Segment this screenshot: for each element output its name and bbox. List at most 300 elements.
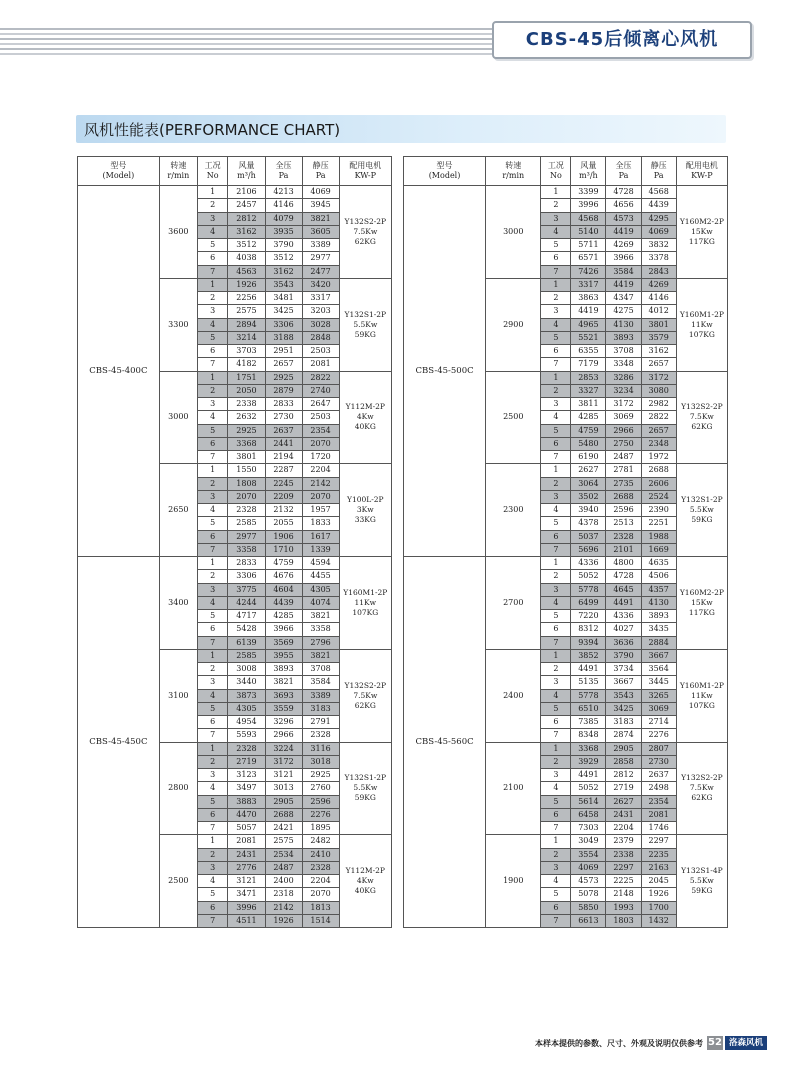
static-pressure-cell: 2884 bbox=[641, 636, 676, 649]
condition-no-cell: 4 bbox=[197, 689, 228, 702]
condition-no-cell: 2 bbox=[197, 663, 228, 676]
airflow-cell: 3008 bbox=[228, 663, 265, 676]
condition-no-cell: 2 bbox=[197, 848, 228, 861]
column-header bbox=[302, 157, 339, 186]
static-pressure-cell: 1926 bbox=[641, 888, 676, 901]
total-pressure-cell: 3636 bbox=[606, 636, 641, 649]
condition-no-cell: 6 bbox=[197, 623, 228, 636]
column-header-unit: r/min bbox=[167, 171, 190, 180]
column-header-unit: Pa bbox=[278, 171, 289, 180]
total-pressure-cell: 3693 bbox=[265, 689, 302, 702]
airflow-cell: 3317 bbox=[571, 278, 606, 291]
motor-spec-line: 59KG bbox=[354, 329, 376, 339]
condition-no-cell: 3 bbox=[197, 305, 228, 318]
column-header-unit: No bbox=[206, 171, 219, 180]
total-pressure-cell: 4419 bbox=[606, 278, 641, 291]
condition-no-cell: 2 bbox=[197, 755, 228, 768]
speed-cell: 2500 bbox=[159, 835, 197, 928]
column-header bbox=[571, 157, 606, 186]
static-pressure-cell: 2657 bbox=[641, 424, 676, 437]
column-header-unit: r/min bbox=[502, 171, 525, 180]
total-pressure-cell: 2812 bbox=[606, 769, 641, 782]
motor-spec-line: Y132S1-4P bbox=[681, 866, 723, 876]
column-header bbox=[486, 157, 541, 186]
total-pressure-cell: 3069 bbox=[606, 411, 641, 424]
static-pressure-cell: 4594 bbox=[302, 557, 339, 570]
airflow-cell: 4563 bbox=[228, 265, 265, 278]
motor-spec-line: 5.5Kw bbox=[689, 876, 714, 886]
airflow-cell: 9394 bbox=[571, 636, 606, 649]
total-pressure-cell: 4269 bbox=[606, 239, 641, 252]
condition-no-cell: 2 bbox=[197, 384, 228, 397]
condition-no-cell: 6 bbox=[541, 716, 571, 729]
airflow-cell: 7179 bbox=[571, 358, 606, 371]
total-pressure-cell: 2441 bbox=[265, 437, 302, 450]
condition-no-cell: 4 bbox=[541, 504, 571, 517]
speed-cell: 2400 bbox=[486, 649, 541, 742]
airflow-cell: 4491 bbox=[571, 663, 606, 676]
static-pressure-cell: 2390 bbox=[641, 504, 676, 517]
model-cell: CBS-45-560C bbox=[404, 557, 486, 928]
static-pressure-cell: 1833 bbox=[302, 517, 339, 530]
motor-spec-line: 62KG bbox=[354, 700, 376, 710]
static-pressure-cell: 2848 bbox=[302, 331, 339, 344]
airflow-cell: 3775 bbox=[228, 583, 265, 596]
total-pressure-cell: 3121 bbox=[265, 769, 302, 782]
static-pressure-cell: 2163 bbox=[641, 861, 676, 874]
motor-spec-line: Y160M1-2P bbox=[679, 309, 724, 319]
static-pressure-cell: 1988 bbox=[641, 530, 676, 543]
condition-no-cell: 1 bbox=[197, 464, 228, 477]
total-pressure-cell: 2905 bbox=[606, 742, 641, 755]
total-pressure-cell: 3512 bbox=[265, 252, 302, 265]
total-pressure-cell: 4759 bbox=[265, 557, 302, 570]
airflow-cell: 5052 bbox=[571, 782, 606, 795]
condition-no-cell: 4 bbox=[197, 411, 228, 424]
airflow-cell: 7303 bbox=[571, 822, 606, 835]
table-row bbox=[404, 186, 728, 199]
static-pressure-cell: 2276 bbox=[641, 729, 676, 742]
condition-no-cell: 5 bbox=[197, 702, 228, 715]
total-pressure-cell: 2575 bbox=[265, 835, 302, 848]
column-header-label: 风量 bbox=[580, 161, 597, 170]
static-pressure-cell: 4506 bbox=[641, 570, 676, 583]
airflow-cell: 2457 bbox=[228, 199, 265, 212]
column-header bbox=[541, 157, 571, 186]
airflow-cell: 2776 bbox=[228, 861, 265, 874]
static-pressure-cell: 3018 bbox=[302, 755, 339, 768]
total-pressure-cell: 2925 bbox=[265, 371, 302, 384]
airflow-cell: 4573 bbox=[571, 875, 606, 888]
condition-no-cell: 4 bbox=[197, 596, 228, 609]
total-pressure-cell: 4347 bbox=[606, 292, 641, 305]
condition-no-cell: 1 bbox=[197, 835, 228, 848]
total-pressure-cell: 2905 bbox=[265, 795, 302, 808]
total-pressure-cell: 3543 bbox=[606, 689, 641, 702]
static-pressure-cell: 2503 bbox=[302, 411, 339, 424]
airflow-cell: 5057 bbox=[228, 822, 265, 835]
airflow-cell: 3306 bbox=[228, 570, 265, 583]
speed-cell: 2100 bbox=[486, 742, 541, 835]
speed-cell: 2300 bbox=[486, 464, 541, 557]
motor-spec-line: 11Kw bbox=[354, 597, 377, 607]
static-pressure-cell: 2235 bbox=[641, 848, 676, 861]
airflow-cell: 2925 bbox=[228, 424, 265, 437]
airflow-cell: 3368 bbox=[228, 437, 265, 450]
total-pressure-cell: 1926 bbox=[265, 914, 302, 927]
motor-spec-line: Y160M1-2P bbox=[679, 680, 724, 690]
static-pressure-cell: 3069 bbox=[641, 702, 676, 715]
column-header-label: 工况 bbox=[204, 161, 221, 170]
total-pressure-cell: 1710 bbox=[265, 543, 302, 556]
total-pressure-cell: 2688 bbox=[606, 490, 641, 503]
airflow-cell: 4965 bbox=[571, 318, 606, 331]
airflow-cell: 2070 bbox=[228, 490, 265, 503]
airflow-cell: 4717 bbox=[228, 610, 265, 623]
condition-no-cell: 7 bbox=[197, 451, 228, 464]
motor-cell bbox=[676, 649, 727, 742]
condition-no-cell: 4 bbox=[541, 875, 571, 888]
static-pressure-cell: 2714 bbox=[641, 716, 676, 729]
total-pressure-cell: 4285 bbox=[265, 610, 302, 623]
airflow-cell: 1751 bbox=[228, 371, 265, 384]
static-pressure-cell: 1669 bbox=[641, 543, 676, 556]
airflow-cell: 5037 bbox=[571, 530, 606, 543]
motor-spec-line: 11Kw bbox=[691, 690, 713, 700]
total-pressure-cell: 3481 bbox=[265, 292, 302, 305]
motor-cell bbox=[676, 371, 727, 464]
header-decoration-lines bbox=[0, 28, 505, 58]
condition-no-cell: 6 bbox=[197, 716, 228, 729]
total-pressure-cell: 3955 bbox=[265, 649, 302, 662]
motor-spec-line: 7.5Kw bbox=[689, 412, 714, 422]
airflow-cell: 3368 bbox=[571, 742, 606, 755]
condition-no-cell: 4 bbox=[541, 596, 571, 609]
total-pressure-cell: 4800 bbox=[606, 557, 641, 570]
airflow-cell: 3162 bbox=[228, 225, 265, 238]
airflow-cell: 3811 bbox=[571, 398, 606, 411]
airflow-cell: 7220 bbox=[571, 610, 606, 623]
total-pressure-cell: 3188 bbox=[265, 331, 302, 344]
column-header-label: 静压 bbox=[312, 161, 329, 170]
static-pressure-cell: 2807 bbox=[641, 742, 676, 755]
airflow-cell: 5696 bbox=[571, 543, 606, 556]
total-pressure-cell: 2209 bbox=[265, 490, 302, 503]
airflow-cell: 4069 bbox=[571, 861, 606, 874]
airflow-cell: 1808 bbox=[228, 477, 265, 490]
total-pressure-cell: 2400 bbox=[265, 875, 302, 888]
static-pressure-cell: 4568 bbox=[641, 186, 676, 199]
static-pressure-cell: 3265 bbox=[641, 689, 676, 702]
total-pressure-cell: 3790 bbox=[265, 239, 302, 252]
condition-no-cell: 4 bbox=[197, 875, 228, 888]
condition-no-cell: 5 bbox=[197, 424, 228, 437]
static-pressure-cell: 2328 bbox=[302, 861, 339, 874]
condition-no-cell: 1 bbox=[541, 464, 571, 477]
speed-cell: 3000 bbox=[486, 186, 541, 279]
static-pressure-cell: 3445 bbox=[641, 676, 676, 689]
condition-no-cell: 5 bbox=[541, 702, 571, 715]
total-pressure-cell: 4419 bbox=[606, 225, 641, 238]
static-pressure-cell: 4146 bbox=[641, 292, 676, 305]
column-header bbox=[404, 157, 486, 186]
total-pressure-cell: 2730 bbox=[265, 411, 302, 424]
condition-no-cell: 3 bbox=[541, 769, 571, 782]
static-pressure-cell: 4305 bbox=[302, 583, 339, 596]
motor-spec-line: 59KG bbox=[354, 793, 376, 803]
static-pressure-cell: 4130 bbox=[641, 596, 676, 609]
total-pressure-cell: 2966 bbox=[265, 729, 302, 742]
airflow-cell: 2632 bbox=[228, 411, 265, 424]
total-pressure-cell: 2287 bbox=[265, 464, 302, 477]
condition-no-cell: 6 bbox=[541, 808, 571, 821]
airflow-cell: 3929 bbox=[571, 755, 606, 768]
condition-no-cell: 4 bbox=[197, 318, 228, 331]
static-pressure-cell: 3162 bbox=[641, 345, 676, 358]
airflow-cell: 5778 bbox=[571, 583, 606, 596]
speed-cell: 2800 bbox=[159, 742, 197, 835]
condition-no-cell: 1 bbox=[541, 835, 571, 848]
static-pressure-cell: 4357 bbox=[641, 583, 676, 596]
motor-spec-line: 62KG bbox=[691, 422, 713, 432]
speed-cell: 3000 bbox=[159, 371, 197, 464]
airflow-cell: 1926 bbox=[228, 278, 265, 291]
airflow-cell: 2894 bbox=[228, 318, 265, 331]
motor-cell bbox=[339, 649, 391, 742]
airflow-cell: 2833 bbox=[228, 557, 265, 570]
model-cell: CBS-45-450C bbox=[78, 557, 160, 928]
total-pressure-cell: 2487 bbox=[265, 861, 302, 874]
condition-no-cell: 6 bbox=[197, 345, 228, 358]
condition-no-cell: 6 bbox=[197, 901, 228, 914]
total-pressure-cell: 4146 bbox=[265, 199, 302, 212]
condition-no-cell: 6 bbox=[541, 252, 571, 265]
total-pressure-cell: 4656 bbox=[606, 199, 641, 212]
static-pressure-cell: 2354 bbox=[641, 795, 676, 808]
static-pressure-cell: 1972 bbox=[641, 451, 676, 464]
condition-no-cell: 5 bbox=[197, 610, 228, 623]
total-pressure-cell: 4336 bbox=[606, 610, 641, 623]
total-pressure-cell: 2101 bbox=[606, 543, 641, 556]
total-pressure-cell: 2204 bbox=[606, 822, 641, 835]
total-pressure-cell: 2781 bbox=[606, 464, 641, 477]
column-header-label: 全压 bbox=[615, 161, 632, 170]
static-pressure-cell: 2982 bbox=[641, 398, 676, 411]
static-pressure-cell: 2070 bbox=[302, 490, 339, 503]
motor-spec-line: 62KG bbox=[691, 793, 713, 803]
static-pressure-cell: 2045 bbox=[641, 875, 676, 888]
total-pressure-cell: 3966 bbox=[606, 252, 641, 265]
airflow-cell: 3064 bbox=[571, 477, 606, 490]
airflow-cell: 2627 bbox=[571, 464, 606, 477]
condition-no-cell: 3 bbox=[541, 861, 571, 874]
condition-no-cell: 6 bbox=[197, 252, 228, 265]
static-pressure-cell: 1432 bbox=[641, 914, 676, 927]
motor-cell bbox=[676, 464, 727, 557]
total-pressure-cell: 2318 bbox=[265, 888, 302, 901]
condition-no-cell: 7 bbox=[541, 729, 571, 742]
condition-no-cell: 1 bbox=[541, 742, 571, 755]
total-pressure-cell: 2297 bbox=[606, 861, 641, 874]
total-pressure-cell: 3162 bbox=[265, 265, 302, 278]
airflow-cell: 3852 bbox=[571, 649, 606, 662]
total-pressure-cell: 2750 bbox=[606, 437, 641, 450]
total-pressure-cell: 2487 bbox=[606, 451, 641, 464]
static-pressure-cell: 1339 bbox=[302, 543, 339, 556]
static-pressure-cell: 4069 bbox=[302, 186, 339, 199]
airflow-cell: 8348 bbox=[571, 729, 606, 742]
airflow-cell: 3358 bbox=[228, 543, 265, 556]
condition-no-cell: 5 bbox=[197, 331, 228, 344]
column-header bbox=[197, 157, 228, 186]
condition-no-cell: 7 bbox=[541, 451, 571, 464]
total-pressure-cell: 4645 bbox=[606, 583, 641, 596]
motor-cell bbox=[676, 835, 727, 928]
total-pressure-cell: 4728 bbox=[606, 570, 641, 583]
column-header bbox=[265, 157, 302, 186]
condition-no-cell: 3 bbox=[197, 490, 228, 503]
total-pressure-cell: 2951 bbox=[265, 345, 302, 358]
motor-spec-line: 5.5Kw bbox=[353, 783, 378, 793]
total-pressure-cell: 3296 bbox=[265, 716, 302, 729]
static-pressure-cell: 2740 bbox=[302, 384, 339, 397]
static-pressure-cell: 2647 bbox=[302, 398, 339, 411]
condition-no-cell: 6 bbox=[197, 530, 228, 543]
total-pressure-cell: 3893 bbox=[265, 663, 302, 676]
total-pressure-cell: 3183 bbox=[606, 716, 641, 729]
static-pressure-cell: 2730 bbox=[641, 755, 676, 768]
airflow-cell: 2977 bbox=[228, 530, 265, 543]
condition-no-cell: 2 bbox=[197, 199, 228, 212]
condition-no-cell: 3 bbox=[541, 676, 571, 689]
motor-spec-line: 59KG bbox=[691, 515, 713, 525]
airflow-cell: 6571 bbox=[571, 252, 606, 265]
table-header-row bbox=[404, 157, 728, 186]
static-pressure-cell: 3389 bbox=[302, 689, 339, 702]
static-pressure-cell: 1514 bbox=[302, 914, 339, 927]
static-pressure-cell: 1746 bbox=[641, 822, 676, 835]
airflow-cell: 3471 bbox=[228, 888, 265, 901]
motor-cell bbox=[676, 278, 727, 371]
total-pressure-cell: 4027 bbox=[606, 623, 641, 636]
static-pressure-cell: 3389 bbox=[302, 239, 339, 252]
condition-no-cell: 1 bbox=[541, 278, 571, 291]
section-heading: 风机性能表(PERFORMANCE CHART) bbox=[84, 121, 341, 139]
condition-no-cell: 7 bbox=[197, 914, 228, 927]
static-pressure-cell: 3028 bbox=[302, 318, 339, 331]
total-pressure-cell: 3234 bbox=[606, 384, 641, 397]
page-title: CBS-45后倾离心风机 bbox=[525, 29, 719, 50]
airflow-cell: 6499 bbox=[571, 596, 606, 609]
airflow-cell: 5778 bbox=[571, 689, 606, 702]
airflow-cell: 2853 bbox=[571, 371, 606, 384]
condition-no-cell: 7 bbox=[197, 265, 228, 278]
airflow-cell: 3996 bbox=[228, 901, 265, 914]
model-cell: CBS-45-500C bbox=[404, 186, 486, 557]
table-header-row bbox=[78, 157, 392, 186]
condition-no-cell: 5 bbox=[197, 795, 228, 808]
motor-spec-line: 7.5Kw bbox=[353, 690, 378, 700]
static-pressure-cell: 2354 bbox=[302, 424, 339, 437]
motor-spec-line: 15Kw bbox=[691, 597, 713, 607]
static-pressure-cell: 2760 bbox=[302, 782, 339, 795]
condition-no-cell: 3 bbox=[541, 490, 571, 503]
motor-spec-line: 15Kw bbox=[691, 226, 713, 236]
airflow-cell: 6458 bbox=[571, 808, 606, 821]
column-header bbox=[78, 157, 160, 186]
airflow-cell: 2256 bbox=[228, 292, 265, 305]
condition-no-cell: 1 bbox=[541, 186, 571, 199]
condition-no-cell: 4 bbox=[541, 782, 571, 795]
static-pressure-cell: 3893 bbox=[641, 610, 676, 623]
total-pressure-cell: 4573 bbox=[606, 212, 641, 225]
total-pressure-cell: 2858 bbox=[606, 755, 641, 768]
motor-spec-line: 107KG bbox=[352, 607, 379, 617]
condition-no-cell: 5 bbox=[541, 424, 571, 437]
static-pressure-cell: 2348 bbox=[641, 437, 676, 450]
airflow-cell: 5428 bbox=[228, 623, 265, 636]
airflow-cell: 5480 bbox=[571, 437, 606, 450]
condition-no-cell: 1 bbox=[197, 371, 228, 384]
condition-no-cell: 6 bbox=[197, 437, 228, 450]
table-row bbox=[78, 557, 392, 570]
static-pressure-cell: 2503 bbox=[302, 345, 339, 358]
total-pressure-cell: 2194 bbox=[265, 451, 302, 464]
performance-table-left bbox=[77, 156, 392, 928]
condition-no-cell: 6 bbox=[197, 808, 228, 821]
airflow-cell: 4954 bbox=[228, 716, 265, 729]
motor-cell bbox=[339, 278, 391, 371]
motor-spec-line: 117KG bbox=[688, 236, 715, 246]
static-pressure-cell: 2822 bbox=[641, 411, 676, 424]
motor-spec-line: 3Kw bbox=[356, 505, 374, 515]
total-pressure-cell: 2055 bbox=[265, 517, 302, 530]
airflow-cell: 2719 bbox=[228, 755, 265, 768]
static-pressure-cell: 3667 bbox=[641, 649, 676, 662]
static-pressure-cell: 3801 bbox=[641, 318, 676, 331]
total-pressure-cell: 2719 bbox=[606, 782, 641, 795]
column-header-unit: m³/h bbox=[237, 171, 256, 180]
motor-spec-line: 5.5Kw bbox=[353, 319, 378, 329]
airflow-cell: 2328 bbox=[228, 742, 265, 755]
table-row bbox=[404, 557, 728, 570]
total-pressure-cell: 2132 bbox=[265, 504, 302, 517]
motor-spec-line: Y132S2-2P bbox=[681, 773, 723, 783]
static-pressure-cell: 2482 bbox=[302, 835, 339, 848]
airflow-cell: 4285 bbox=[571, 411, 606, 424]
static-pressure-cell: 3821 bbox=[302, 610, 339, 623]
airflow-cell: 4470 bbox=[228, 808, 265, 821]
static-pressure-cell: 1957 bbox=[302, 504, 339, 517]
total-pressure-cell: 4491 bbox=[606, 596, 641, 609]
static-pressure-cell: 3708 bbox=[302, 663, 339, 676]
airflow-cell: 4336 bbox=[571, 557, 606, 570]
total-pressure-cell: 3172 bbox=[265, 755, 302, 768]
airflow-cell: 5614 bbox=[571, 795, 606, 808]
airflow-cell: 4491 bbox=[571, 769, 606, 782]
column-header-label: 静压 bbox=[650, 161, 667, 170]
airflow-cell: 5052 bbox=[571, 570, 606, 583]
motor-spec-line: 11Kw bbox=[691, 319, 713, 329]
static-pressure-cell: 3116 bbox=[302, 742, 339, 755]
condition-no-cell: 2 bbox=[197, 570, 228, 583]
motor-cell bbox=[339, 742, 391, 835]
condition-no-cell: 2 bbox=[541, 477, 571, 490]
motor-spec-line: Y160M2-2P bbox=[679, 216, 724, 226]
static-pressure-cell: 2276 bbox=[302, 808, 339, 821]
condition-no-cell: 5 bbox=[541, 795, 571, 808]
speed-cell: 1900 bbox=[486, 835, 541, 928]
